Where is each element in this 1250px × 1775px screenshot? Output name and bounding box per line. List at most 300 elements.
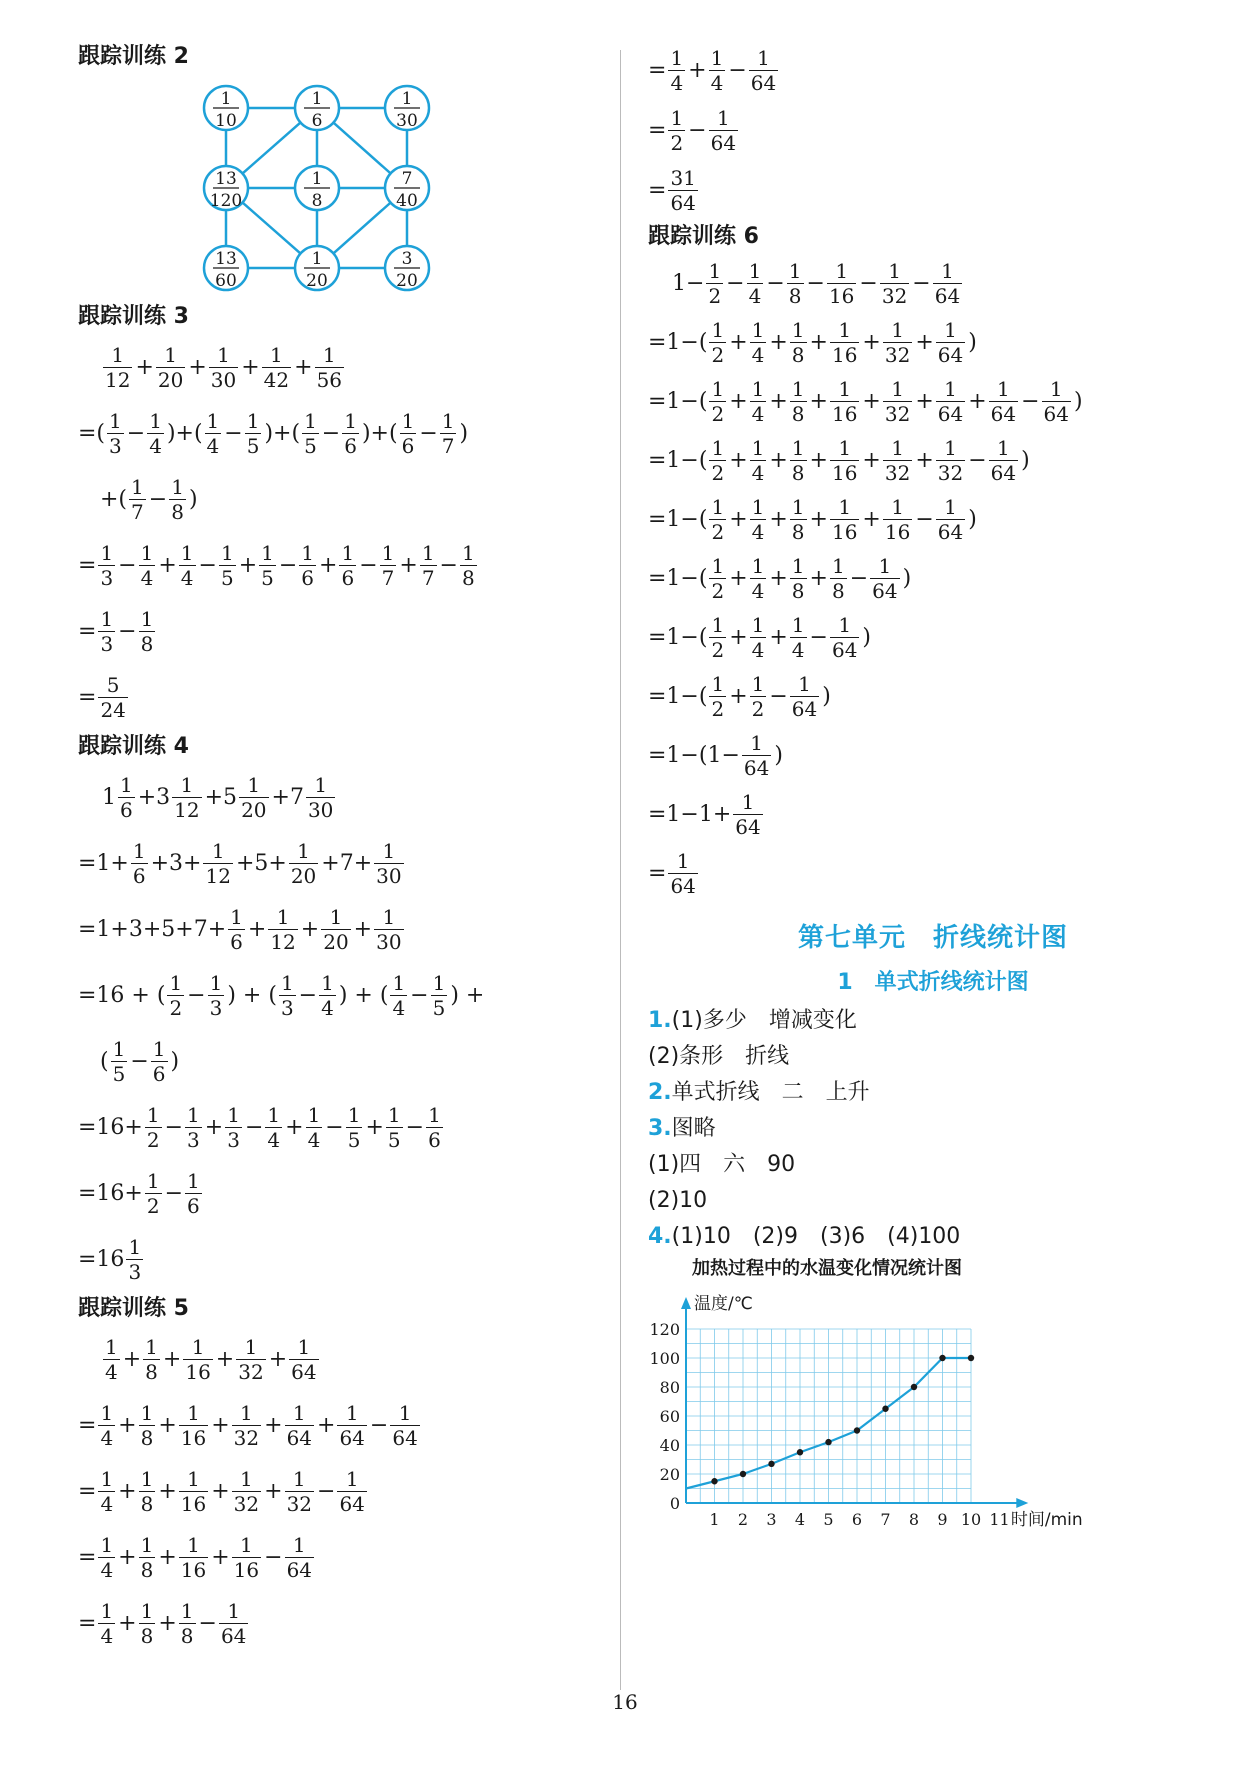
numerator: 1 [345,1400,359,1425]
math-text: − [118,618,137,644]
fraction [749,46,778,95]
chart-wrapper [648,1283,1218,1533]
math-text: − [187,982,206,1008]
fraction [315,343,344,392]
math-text: ) [902,566,912,591]
fraction [268,905,297,954]
numerator: 1 [997,377,1010,401]
x-axis-arrow [1016,1498,1028,1508]
data-point [882,1406,888,1412]
denominator: 64 [990,461,1017,485]
fraction [750,377,767,426]
math-text: + [862,389,881,414]
fraction [143,1335,160,1384]
math-text: +7+ [321,850,373,876]
answer-text: 图略 [671,1116,716,1141]
fraction [245,409,262,458]
fraction [830,495,859,544]
math-text: = [78,618,97,644]
fraction [126,1235,143,1284]
numerator: 1 [100,540,114,565]
denominator: 4 [140,565,154,590]
math-text: + [809,389,828,414]
numerator: 1 [297,838,310,863]
denominator: 4 [100,1557,114,1582]
math-text: ) + ( [227,982,277,1008]
numerator: 1 [100,606,114,631]
math-text: ) [170,1048,180,1074]
numerator: 1 [140,606,154,631]
denominator: 64 [872,579,898,603]
denominator: 64 [1043,402,1069,426]
denominator: 20 [157,367,184,392]
x-tick-label: 8 [908,1510,920,1529]
numerator: 1 [276,904,290,929]
fraction [883,318,912,367]
numerator: 1 [711,613,725,637]
denominator: 8 [831,579,845,603]
denominator: 64 [339,1491,365,1516]
denominator: 3 [209,995,223,1020]
math-text: + [399,552,418,578]
denominator: 16 [884,520,911,544]
denominator: 32 [881,284,908,308]
fraction [706,259,723,308]
equation-line [78,962,618,1028]
fraction [668,849,697,898]
math-text: =16+ [78,1180,143,1206]
numerator: 1 [788,259,802,283]
numerator: 1 [169,970,183,995]
denominator: 64 [937,343,964,367]
denominator: 8 [145,1359,158,1384]
numerator: 1 [206,408,220,433]
fraction [145,1103,162,1152]
fraction [747,259,764,308]
numerator: 1 [791,495,805,519]
math-text: + [365,1114,384,1140]
math-text: + [769,507,788,532]
math-text: =16 [78,1246,125,1272]
math-text: =1−( [648,625,708,650]
question-number: 3. [648,1116,672,1141]
denominator: 2 [146,1127,160,1152]
denominator: 2 [711,579,725,603]
fraction [172,773,201,822]
numerator: 1 [280,970,294,995]
denominator: 4 [791,638,805,662]
denominator: 8 [140,1557,154,1582]
math-text: − [148,486,168,512]
numerator: 1 [111,342,125,367]
math-text: ) [459,420,469,446]
numerator: 1 [191,1334,205,1359]
fraction [232,1401,261,1450]
fraction [118,773,135,822]
denominator: 8 [140,631,154,656]
denominator: 7 [381,565,395,590]
fraction [790,672,819,721]
denominator: 4 [267,1127,281,1152]
math-text: + [915,448,934,473]
numerator: 1 [292,1466,306,1491]
numerator: 1 [132,838,146,863]
fraction [98,1467,115,1516]
math-text: + [729,448,748,473]
denominator: 64 [750,70,777,95]
y-tick-label: 80 [659,1378,680,1397]
math-text: − [118,552,137,578]
math-text: +3+ [150,850,202,876]
numerator: 1 [164,342,177,367]
math-text: + [158,1610,177,1636]
numerator: 1 [751,613,765,637]
math-text: + [809,507,828,532]
denominator: 2 [711,638,725,662]
unit-title: 第七单元 折线统计图 [797,923,1068,953]
denominator: 8 [140,1425,154,1450]
denominator: 4 [710,70,724,95]
equation-line [648,726,1218,785]
answer-line [648,1183,1218,1219]
fraction [830,436,859,485]
math-text: 1 [102,784,116,810]
answer-line [648,1003,1218,1039]
fraction [936,377,965,426]
denominator: 64 [670,874,696,898]
math-text: =16+ [78,1114,143,1140]
fraction [139,1467,156,1516]
fraction [209,343,238,392]
fraction [139,541,156,590]
denominator: 6 [120,797,133,822]
answer-line [648,1075,1218,1111]
numerator: 1 [838,377,852,401]
numerator: 1 [838,318,852,342]
fraction [790,377,807,426]
math-text: + [915,389,934,414]
denominator: 24 [100,697,126,722]
numerator: 1 [230,904,243,929]
denominator: 16 [831,402,858,426]
math-text: − [688,117,707,143]
denominator: 32 [937,461,964,485]
data-point [711,1478,717,1484]
numerator: 1 [187,1466,200,1491]
fraction [709,554,726,603]
numerator: 1 [240,1532,253,1557]
numerator: 5 [106,672,120,697]
denominator: 8 [791,402,805,426]
subunit-title: 1 单式折线统计图 [837,970,1029,995]
denominator: 16 [185,1359,211,1384]
math-text: − [405,1114,425,1140]
numerator: 1 [140,540,154,565]
equation-line [78,1094,618,1160]
denominator: 12 [270,929,296,954]
denominator: 64 [291,1359,317,1384]
y-tick-label: 60 [659,1407,680,1426]
math-text: ) [1021,448,1030,473]
fraction [342,409,359,458]
math-text: ) [968,330,977,355]
fraction [139,1533,156,1582]
denominator: 4 [748,284,762,308]
math-text: ) [1073,389,1083,414]
graph-node-numerator: 13 [215,169,237,189]
math-text: ) + ( [338,982,389,1008]
fraction [306,773,335,822]
fraction [1042,377,1071,426]
math-text: ) [774,743,783,768]
fraction [750,495,767,544]
fraction [790,436,807,485]
equation-line [648,431,1218,490]
numerator: 1 [878,554,892,578]
numerator: 1 [341,540,355,565]
fraction [285,1467,314,1516]
fraction [989,377,1018,426]
fraction [103,343,132,392]
math-text: − [809,625,828,650]
graph-node-numerator: 3 [401,249,413,269]
numerator: 1 [791,613,805,637]
numerator: 1 [187,1102,200,1127]
math-text: − [859,271,878,296]
equation-line [78,1590,618,1656]
math-text: − [321,420,341,446]
numerator: 1 [227,1102,240,1127]
math-text: =1+3+5+7+ [78,916,227,942]
data-point [911,1384,917,1390]
math-text: + [158,1478,177,1504]
fraction [390,971,407,1020]
numerator: 1 [835,259,849,283]
numerator: 1 [751,377,765,401]
fraction [139,1599,156,1648]
math-text: − [912,271,931,296]
fraction [790,318,807,367]
fraction [232,1533,261,1582]
numerator: 1 [297,1334,311,1359]
fraction [709,672,726,721]
fraction [147,409,164,458]
numerator: 1 [751,554,765,578]
math-text: + [158,1544,177,1570]
fraction [208,971,225,1020]
numerator: 1 [676,849,690,873]
fraction [380,541,397,590]
denominator: 4 [670,70,684,95]
numerator: 1 [149,408,162,433]
math-text: + [769,448,788,473]
numerator: 1 [227,1598,241,1623]
denominator: 6 [152,1061,166,1086]
fraction [337,1467,366,1516]
answer-line [648,1111,1218,1147]
math-text: + [317,1412,336,1438]
denominator: 5 [246,433,260,458]
graph-node-denominator: 120 [209,191,243,211]
fraction [228,905,245,954]
numerator: 1 [120,772,133,797]
data-point [797,1449,803,1455]
numerator: 1 [711,377,725,401]
numerator: 1 [428,1102,441,1127]
numerator: 1 [180,540,194,565]
fraction [219,541,236,590]
denominator: 8 [140,1623,154,1648]
x-tick-label: 3 [766,1510,777,1529]
fraction [426,1103,443,1152]
math-text: + [238,552,258,578]
fraction [374,905,403,954]
numerator: 1 [831,554,845,578]
question-number: 4. [648,1224,672,1249]
numerator: 1 [1049,377,1063,401]
equation-line [648,490,1218,549]
fraction [179,1599,196,1648]
math-text: + [729,330,748,355]
math-text: +5 [204,784,238,810]
math-text: + [319,552,338,578]
math-text: − [359,552,378,578]
math-text: ) [822,684,831,709]
numerator: 1 [321,970,334,995]
numerator: 1 [240,1466,253,1491]
fraction [668,106,685,155]
numerator: 1 [398,1400,412,1425]
fraction [98,541,115,590]
denominator: 56 [316,367,343,392]
math-text: − [130,1048,149,1074]
fraction [830,554,847,603]
math-text: + [241,354,260,380]
denominator: 2 [711,343,725,367]
fraction [883,495,912,544]
equation-line [78,598,618,664]
denominator: 4 [751,520,765,544]
fraction [139,607,156,656]
answer-text: (2)条形 折线 [648,1044,790,1069]
fraction [131,839,148,888]
math-text: − [419,420,438,446]
denominator: 64 [743,756,770,780]
graph-node-denominator: 40 [396,191,418,211]
fraction [830,377,859,426]
fraction [400,409,417,458]
math-text: + [915,330,934,355]
equation-line [78,830,618,896]
numerator: 1 [211,838,225,863]
math-text: + [122,1346,142,1372]
fraction [98,1401,115,1450]
section-title: 跟踪训练 3 [78,304,189,329]
numerator: 1 [748,259,762,283]
denominator: 4 [307,1127,321,1152]
math-text: + [729,507,748,532]
math-text: = [78,1412,97,1438]
number-graph [178,70,438,300]
graph-node-numerator: 1 [311,169,323,189]
math-text: − [317,1478,336,1504]
denominator: 5 [387,1127,401,1152]
math-text: ) [188,486,198,512]
numerator: 1 [711,495,725,519]
denominator: 7 [131,499,144,524]
numerator: 1 [140,1598,154,1623]
x-tick-label: 9 [937,1510,948,1529]
denominator: 8 [171,499,184,524]
fraction [880,259,909,308]
math-text: = [78,1478,97,1504]
fraction [179,1467,208,1516]
denominator: 7 [441,433,455,458]
fraction [870,554,899,603]
math-text: + [268,1346,288,1372]
numerator: 1 [891,436,904,460]
fraction [156,343,185,392]
denominator: 64 [392,1425,418,1450]
denominator: 4 [100,1491,114,1516]
denominator: 4 [180,565,194,590]
fraction [883,377,912,426]
numerator: 1 [240,1400,253,1425]
fraction [830,613,859,662]
numerator: 1 [267,1102,281,1127]
fraction [750,436,767,485]
fraction [386,1103,403,1152]
math-text: + [968,389,987,414]
math-text: +( [100,486,128,512]
math-text: ) [862,625,872,650]
fraction [183,1335,212,1384]
math-text: − [244,1114,264,1140]
graph-node-denominator: 30 [396,111,418,131]
math-text: − [968,448,987,473]
column-divider [620,50,621,1690]
fraction [98,1533,115,1582]
math-text: + [809,330,828,355]
fraction [185,1103,202,1152]
math-text: − [264,1544,283,1570]
math-text: + [729,389,748,414]
denominator: 32 [233,1425,260,1450]
denominator: 4 [105,1359,118,1384]
denominator: 8 [791,579,805,603]
numerator: 1 [708,259,722,283]
numerator: 1 [944,436,957,460]
denominator: 4 [392,995,406,1020]
denominator: 16 [831,520,858,544]
graph-node-numerator: 1 [401,89,413,109]
math-text: − [126,420,146,446]
equation-line [648,608,1218,667]
fraction [374,839,403,888]
fraction [460,541,477,590]
fraction [203,839,232,888]
answer-text: (1)多少 增减变化 [671,1008,857,1033]
denominator: 3 [187,1127,200,1152]
x-tick-label: 6 [851,1510,863,1529]
math-text: + [162,1346,182,1372]
graph-node-denominator: 10 [215,111,237,131]
graph-node-denominator: 20 [306,271,328,291]
answer-line [648,1147,1218,1183]
math-text: − [439,552,458,578]
math-text: − [766,271,785,296]
fraction [709,495,726,544]
